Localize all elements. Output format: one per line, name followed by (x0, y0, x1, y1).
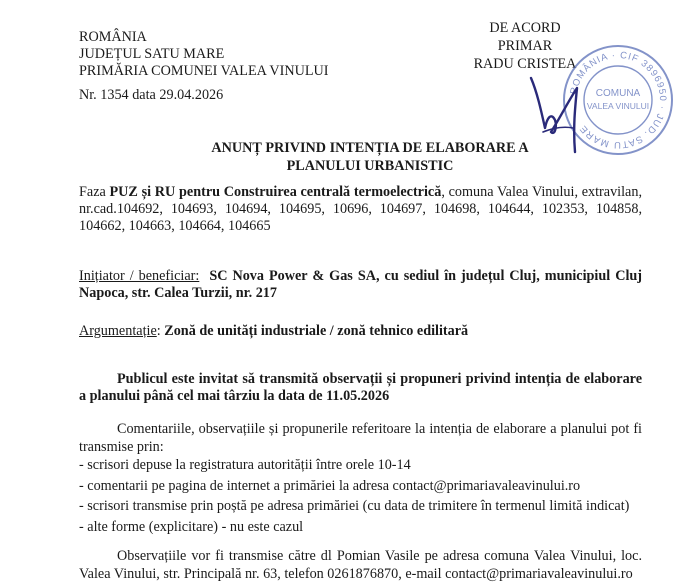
approval-primar: PRIMAR (497, 38, 553, 54)
comments-line1: Comentariile, observațiile și propunerile referitoare la intenția de elaborare a planului pot fi (117, 421, 642, 437)
initiator-line2: Napoca, str. Calea Turzii, nr. 217 (79, 285, 277, 301)
submission-method-registry: - scrisori depuse la registratura autorității între orele 10-14 (79, 457, 411, 473)
comments-line2: transmise prin: (79, 439, 164, 455)
invitation-line2 (79, 388, 389, 405)
phase-line3: 104662, 104663, 104664, 104665 (79, 218, 271, 234)
initiator-label: Inițiator / beneficiar: (79, 268, 200, 284)
submission-method-list (79, 455, 629, 537)
announcement-title-line2: PLANULUI URBANISTIC (286, 158, 454, 174)
argumentation-value: Zonă de unități industriale / zonă tehnico edilitară (164, 323, 469, 339)
submission-method-online: - comentarii pe pagina de internet a primăriei la adresa contact@primariavaleavinului.ro (79, 477, 581, 494)
announcement-title-line1: ANUNȚ PRIVIND INTENȚIA DE ELABORARE A (211, 140, 529, 156)
approval-mayor-name: RADU CRISTEA (473, 56, 577, 72)
argumentation-colon: : (156, 323, 161, 339)
invitation-deadline: 11.05.2026 (326, 388, 390, 404)
phase-prefix: Faza (79, 184, 110, 200)
invitation-line1: Publicul este invitat să transmită observații și propuneri privind intenția de elaborare (117, 371, 642, 387)
phase-line2: nr.cad.104692, 104693, 104694, 104695, 10696, 104697, 104698, 104644, 102353, 104858, (79, 201, 642, 217)
initiator-value: SC Nova Power & Gas SA, cu sediul în județul Cluj, municipiul Cluj (209, 268, 643, 284)
header-institution: PRIMĂRIA COMUNEI VALEA VINULUI (79, 63, 329, 79)
approval-de-acord: DE ACORD (489, 20, 561, 36)
header-country: ROMÂNIA (79, 29, 147, 45)
initiator-line1 (79, 268, 642, 285)
registration-number: Nr. 1354 data 29.04.2026 (79, 87, 224, 103)
header-county: JUDEȚUL SATU MARE (79, 46, 225, 62)
argumentation-label: Argumentație (79, 323, 157, 339)
phase-bold: PUZ și RU pentru Construirea centrală termoelectrică (109, 184, 442, 200)
phase-line1-rest: , comuna Valea Vinului, extravilan, (441, 184, 642, 200)
stamp-center-line2: VALEA VINULUI (586, 101, 650, 111)
submission-method-post: - scrisori transmise prin poștă pe adresa primăriei (cu data de trimitere în termenul limită indicat) (79, 498, 630, 514)
closing-line1: Observațiile vor fi transmise către dl Pomian Vasile pe adresa comuna Valea Vinului, loc. (117, 548, 642, 564)
submission-method-other: - alte forme (explicitare) - nu este cazul (79, 518, 304, 535)
argumentation (79, 323, 468, 340)
phase-line1 (79, 184, 642, 201)
closing-line2: Valea Vinului, str. Principală nr. 63, telefon 0261876870, e-mail contact@primariavaleavinului.ro (79, 566, 633, 582)
stamp-center-line1: COMUNA (595, 88, 641, 99)
stamp-ring-text: ROMÂNIA · CIF 3896950 · JUD. SATU MARE (568, 49, 669, 151)
invitation-line2-prefix: a planului până cel mai târziu la data de (79, 388, 327, 404)
